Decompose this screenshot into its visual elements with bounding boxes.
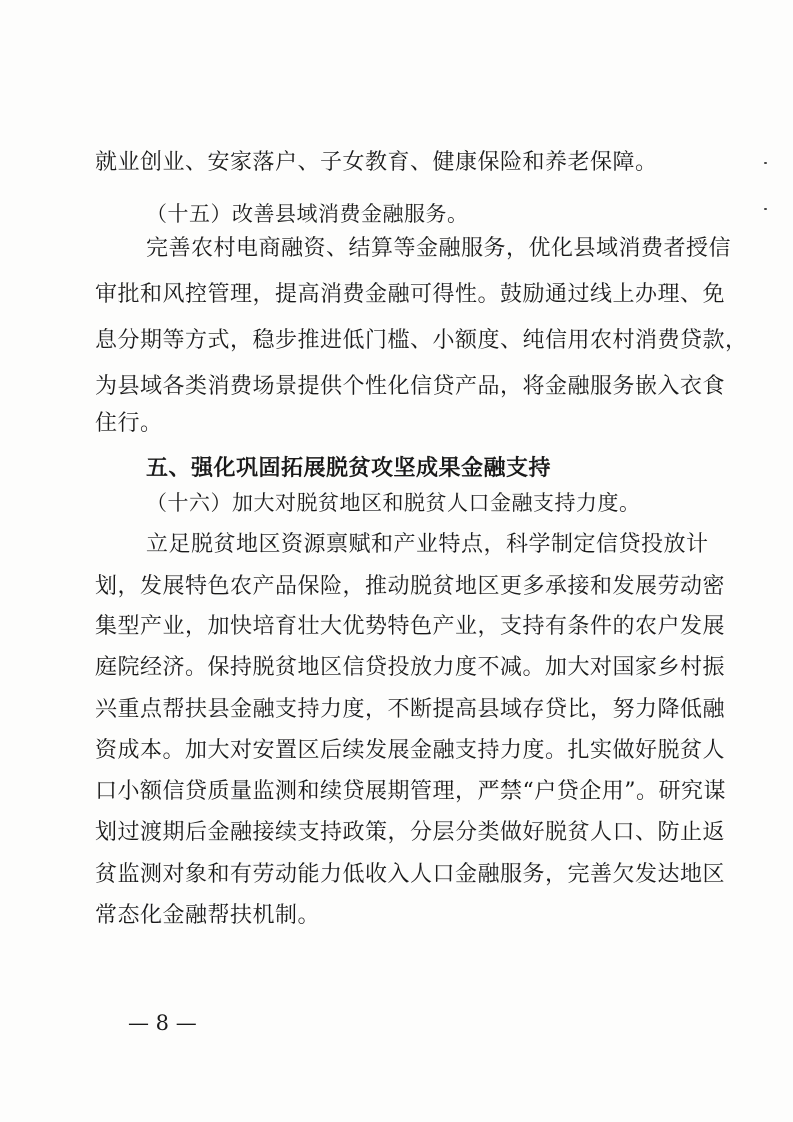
paragraph-line: 口小额信贷质量监测和续贷展期管理，严禁“户贷企用”。研究谋: [95, 779, 726, 804]
paragraph-line: 常态化金融帮扶机制。: [95, 903, 321, 928]
paragraph-line: 住行。: [95, 411, 163, 436]
subsection-heading-16: （十六）加大对脱贫地区和脱贫人口金融支持力度。: [146, 491, 641, 515]
paragraph-line: 划过渡期后金融接续支持政策，分层分类做好脱贫人口、防止返: [95, 820, 726, 845]
section-heading-5: 五、强化巩固拓展脱贫攻坚成果金融支持: [146, 456, 552, 481]
paragraph-line: 贫监测对象和有劳动能力低收入人口金融服务，完善欠发达地区: [95, 862, 726, 887]
paragraph-line: 就业创业、安家落户、子女教育、健康保险和养老保障。: [95, 150, 658, 175]
paragraph-line: 资成本。加大对安置区后续发展金融支持力度。扎实做好脱贫人: [95, 738, 726, 763]
paragraph-line: 兴重点帮扶县金融支持力度，不断提高县域存贷比，努力降低融: [95, 697, 726, 722]
scan-speck: [764, 208, 767, 210]
subsection-heading-15: （十五）改善县域消费金融服务。: [146, 202, 469, 226]
paragraph-line: 完善农村电商融资、结算等金融服务，优化县域消费者授信: [146, 236, 732, 261]
scan-speck: [764, 162, 767, 164]
paragraph-line: 为县域各类消费场景提供个性化信贷产品，将金融服务嵌入衣食: [95, 374, 726, 399]
page-number: — 8 —: [128, 1011, 197, 1035]
paragraph-line: 划，发展特色农产品保险，推动脱贫地区更多承接和发展劳动密: [95, 574, 726, 599]
paragraph-line: 息分期等方式，稳步推进低门槛、小额度、纯信用农村消费贷款，: [95, 328, 748, 353]
paragraph-line: 立足脱贫地区资源禀赋和产业特点，科学制定信贷投放计: [146, 532, 709, 557]
paragraph-line: 审批和风控管理，提高消费金融可得性。鼓励通过线上办理、免: [95, 282, 726, 307]
paragraph-line: 集型产业，加快培育壮大优势特色产业，支持有条件的农户发展: [95, 614, 726, 639]
paragraph-line: 庭院经济。保持脱贫地区信贷投放力度不减。加大对国家乡村振: [95, 655, 726, 680]
